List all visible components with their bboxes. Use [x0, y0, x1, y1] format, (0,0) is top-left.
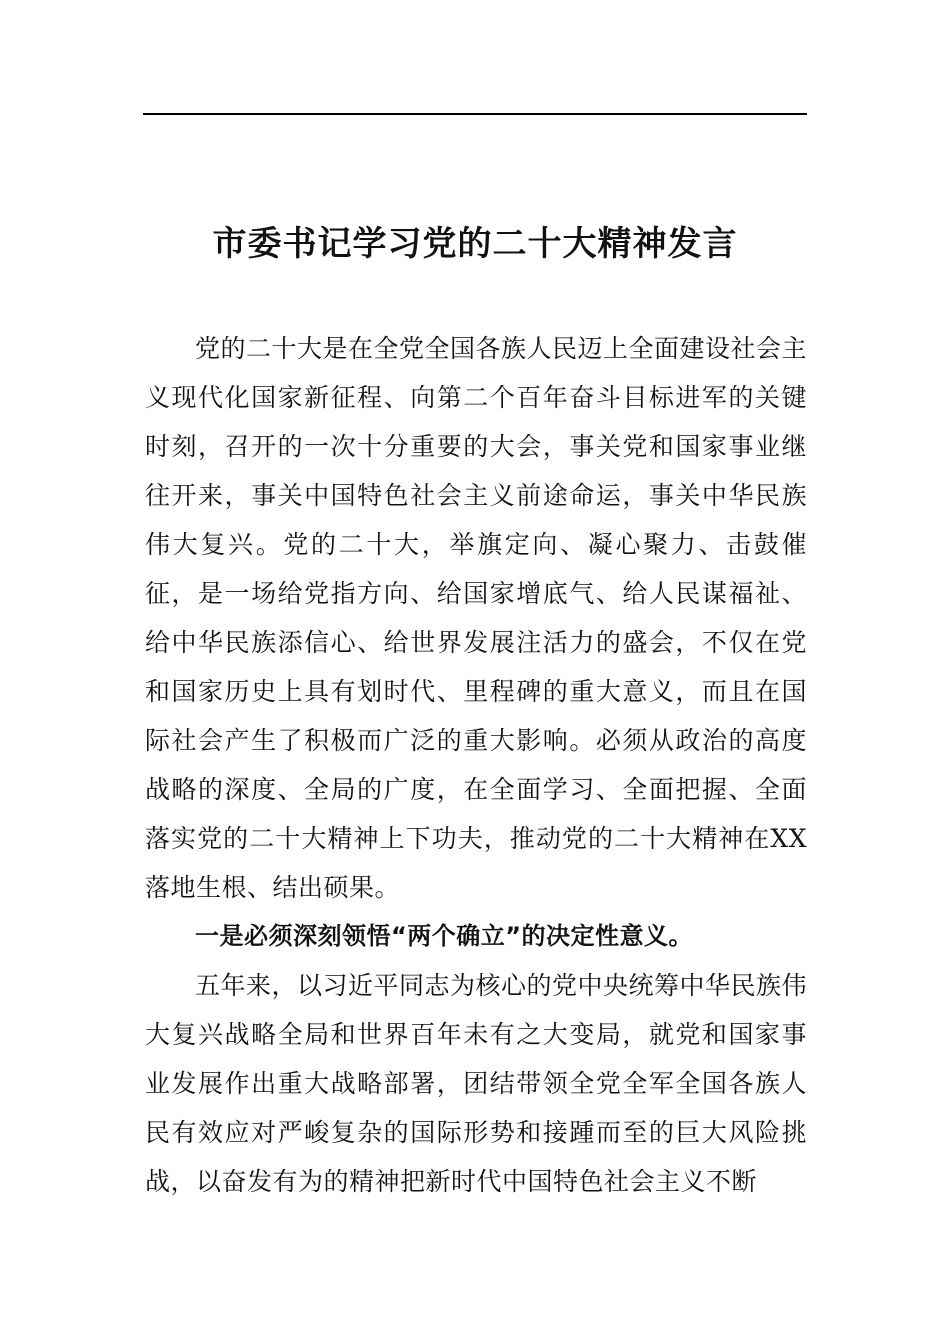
section-heading: 一是必须深刻领悟“两个确立”的决定性意义。 [195, 922, 694, 950]
header-rule [143, 113, 807, 115]
document-title: 市委书记学习党的二十大精神发言 [212, 224, 738, 264]
body-paragraph: 五年来，以习近平同志为核心的党中央统筹中华民族伟大复兴战略全局和世界百年未有之大变局，就党和国家事业发展作出重大战略部署，团结带领全党全军全国各族人民有效应对严峻复杂的国际形势和接踵而至的巨大风险挑战，以奋发有为的精神把新时代中国特色社会主义不断 [145, 971, 808, 1196]
document-body [145, 324, 807, 1206]
body-paragraph: 党的二十大是在全党全国各族人民迈上全面建设社会主义现代化国家新征程、向第二个百年奋斗目标进军的关键时刻，召开的一次十分重要的大会，事关党和国家事业继往开来，事关中国特色社会主义前途命运，事关中华民族伟大复兴。党的二十大，举旗定向、凝心聚力、击鼓催征，是一场给党指方向、给国家增底气、给人民谋福祉、给中华民族添信心、给世界发展注活力的盛会，不仅在党和国家历史上具有划时代、里程碑的重大意义，而且在国际社会产生了积极而广泛的重大影响。必须从政治的高度战略的深度、全局的广度，在全面学习、全面把握、全面落实党的二十大精神上下功夫，推动党的二十大精神在XX落地生根、结出硕果。 [145, 334, 808, 902]
